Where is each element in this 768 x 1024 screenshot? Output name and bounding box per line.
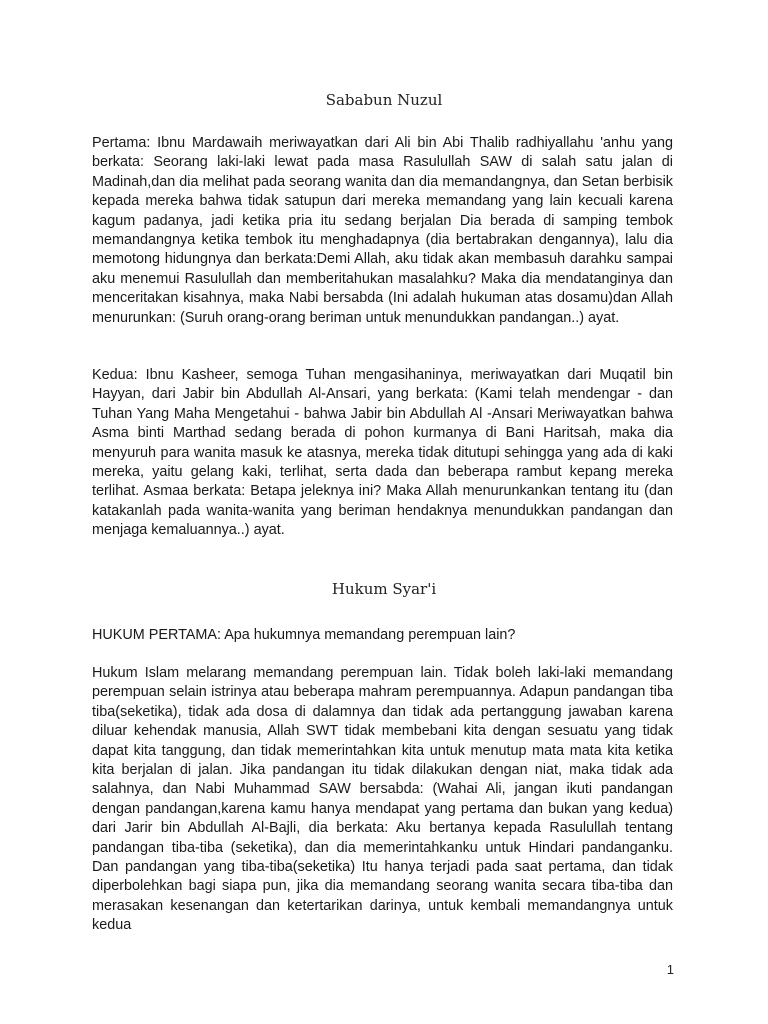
paragraph-hukum-pertama-title: HUKUM PERTAMA: Apa hukumnya memandang perempuan lain? <box>92 627 516 643</box>
section-heading-hukum-syari: Hukum Syar'i <box>331 580 437 598</box>
paragraph-hukum-pertama-body: Hukum Islam melarang memandang perempuan lain. Tidak boleh laki-laki memandang perempuan selain istrinya atau beberapa mahram perempuannya. Adapun pandangan tiba tiba(seketika), tidak ada dosa di dalamnya dan tidak ada pertanggung jawaban karena diluar kehendak manusia, Allah SWT tidak membebani kita dengan sesuatu yang tidak dapat kita tanggung, dan tidak memerintahkan kita untuk menutup mata mata kita ketika kita berjalan di jalan. Jika pandangan itu tidak dilakukan dengan niat, maka tidak ada salahnya, dan Nabi Muhammad SAW bersabda: (Wahai Ali, jangan ikuti pandangan dengan pandangan,karena kamu hanya mendapat yang pertama dan bukan yang kedua) dari Jarir bin Abdullah Al-Bajli, dia berkata: Aku bertanya kepada Rasulullah tentang pandangan tiba-tiba (seketika), dan dia memerintahkanku untuk Hindari pandanganku. Dan pandangan yang tiba-tiba(seketika) Itu hanya terjadi pada saat pertama, dan tidak diperbolehkan bagi siapa pun, jika dia memandang seorang wanita secara tiba-tiba dan merasakan kesenangan dan ketertarikan darinya, untuk kembali memandangnya untuk kedua <box>92 665 673 934</box>
section-heading-sababun-nuzul: Sababun Nuzul <box>325 91 443 109</box>
paragraph-kedua: Kedua: Ibnu Kasheer, semoga Tuhan mengasihaninya, meriwayatkan dari Muqatil bin Hayyan, dari Jabir bin Abdullah Al-Ansari, yang berkata: (Kami telah mendengar - dan Tuhan Yang Maha Mengetahui - bahwa Jabir bin Abdullah Al -Ansari Meriwayatkan bahwa Asma binti Marthad sedang berada di pohon kurmanya di Bani Haritsah, maka dia menyuruh para wanita masuk ke atasnya, mereka tidak ditutupi sehingga yang ada di kaki mereka, yaitu gelang kaki, terlihat, serta dada dan beberapa rambut kepang mereka terlihat. Asmaa berkata: Betapa jeleknya ini? Maka Allah menurunkankan tentang itu (dan katakanlah pada wanita-wanita yang beriman hendaknya menundukkan pandangan dan menjaga kemaluannya..) ayat. <box>92 367 673 539</box>
page-number: 1 <box>666 962 674 977</box>
paragraph-pertama: Pertama: Ibnu Mardawaih meriwayatkan dari Ali bin Abi Thalib radhiyallahu 'anhu yang berkata: Seorang laki-laki lewat pada masa Rasulullah SAW di salah satu jalan di Madinah,dan dia melihat pada seorang wanita dan dia memandangnya, dan Setan berbisik kepada mereka bahwa tidak satupun dari mereka memandang yang lain kecuali karena kagum padanya, jadi ketika pria itu sedang berjalan Dia berada di samping tembok memandangnya ketika tembok itu menghadapnya (dia bertabrakan dengannya), lalu dia memotong hidungnya dan berkata:Demi Allah, aku tidak akan membasuh darahku sampai aku menemui Rasulullah dan memberitahukan masalahku? Maka dia mendatanginya dan menceritakan kisahnya, maka Nabi bersabda (Ini adalah hukuman atas dosamu)dan Allah menurunkan: (Suruh orang-orang beriman untuk menundukkan pandangan..) ayat. <box>92 135 673 326</box>
